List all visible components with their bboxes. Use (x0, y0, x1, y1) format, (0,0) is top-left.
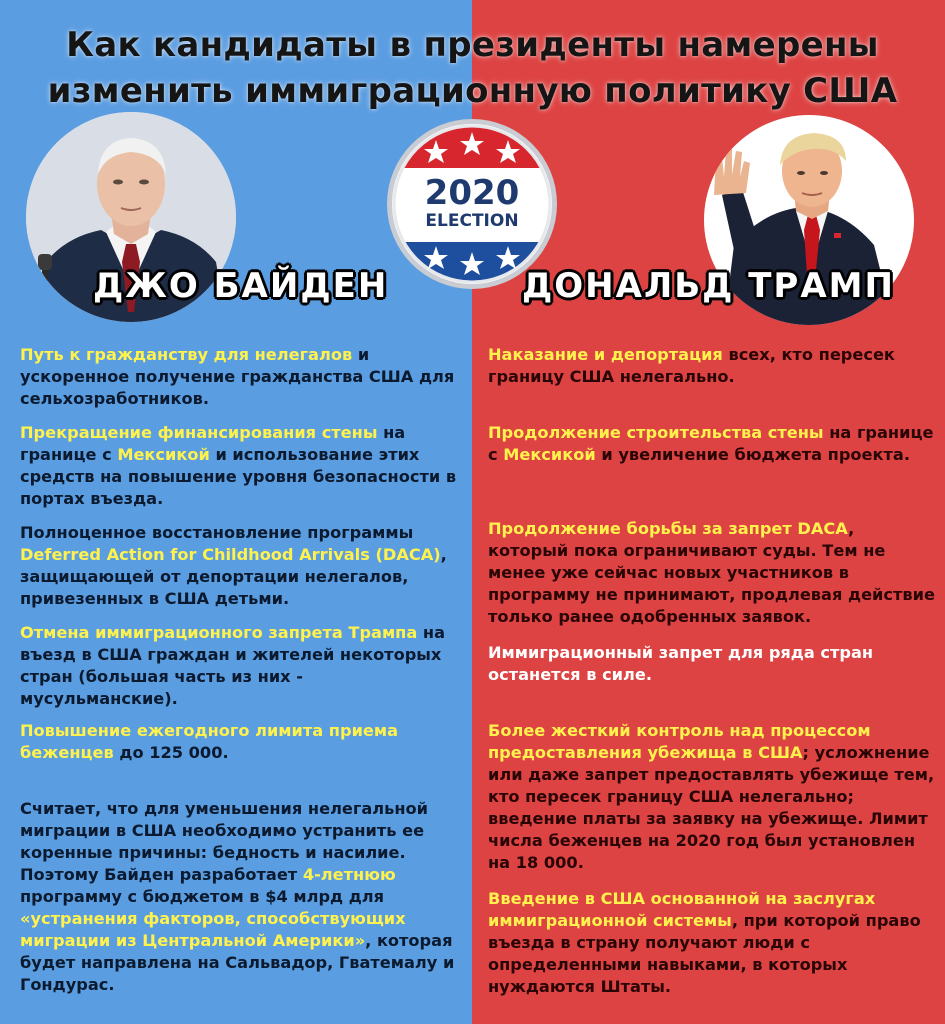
body-text: и ускоренное получение гражданства США для сельхозработников. (20, 345, 455, 408)
trump-point (488, 422, 938, 466)
trump-point (488, 888, 938, 998)
trump-name: ДОНАЛЬД ТРАМП (522, 266, 895, 306)
highlight-text: Deferred Action for Childhood Arrivals (DACA) (20, 545, 441, 564)
body-text: , которая будет направлена на Сальвадор, Гватемалу и Гондурас. (20, 931, 455, 994)
body-text: и использование этих средств на повышение уровня безопасности в портах въезда. (20, 445, 457, 508)
title-line-1: Как кандидаты в президенты намерены (66, 25, 879, 65)
highlight-text: Прекращение финансирования стены (20, 423, 378, 442)
body-text: Считает, что для уменьшения нелегальной миграции в США необходимо устранить ее коренные причины: бедность и насилие. Поэтому Байден разработает (20, 799, 429, 884)
highlight-text: Путь к гражданству для нелегалов (20, 345, 353, 364)
trump-point (488, 344, 938, 388)
body-text: Полноценное восстановление программы (20, 523, 414, 542)
highlight-text: Продолжение борьбы за запрет DACA (488, 519, 849, 538)
highlight-text: Наказание и депортация (488, 345, 723, 364)
body-text: всех, кто пересек границу США нелегально. (488, 345, 895, 386)
body-text: и увеличение бюджета проекта. (595, 445, 910, 464)
highlight-text: Более жесткий контроль над процессом предоставления убежища в США (488, 721, 871, 762)
page-title (0, 22, 945, 114)
body-text: программу с бюджетом в $4 млрд для (20, 887, 385, 906)
highlight-text: 4-летнюю (302, 865, 396, 884)
badge-label: ELECTION (425, 211, 519, 231)
badge-year: 2020 (424, 173, 520, 213)
body-text: на въезд в США граждан и жителей некоторых стран (большая часть из них - мусульманские). (20, 623, 446, 708)
body-text: ; усложнение или даже запрет предоставлять убежище тем, кто пересек границу США нелегально; введение платы за заявку на убежище. Лимит числа беженцев на 2020 год был установлен на 18 000. (488, 743, 935, 872)
biden-point (20, 798, 465, 996)
highlight-text: Мексикой (503, 445, 596, 464)
trump-point (488, 518, 938, 628)
body-text: , при которой право въезда в страну получают люди с определенными навыками, в которых нуждаются Штаты. (488, 911, 921, 996)
trump-point (488, 720, 938, 874)
body-text: , защищающей от депортации нелегалов, привезенных в США детьми. (20, 545, 447, 608)
body-text: на границе с (488, 423, 934, 464)
body-text: до 125 000. (113, 743, 229, 762)
biden-point (20, 522, 465, 610)
biden-point (20, 422, 465, 510)
highlight-text: Отмена иммиграционного запрета Трампа (20, 623, 418, 642)
biden-name: ДЖО БАЙДЕН (93, 266, 389, 306)
highlight-text: Введение в США основанной на заслугах иммиграционной системы (488, 889, 876, 930)
highlight-text: Иммиграционный запрет для ряда стран останется в силе. (488, 643, 874, 684)
biden-point (20, 344, 465, 410)
biden-point (20, 622, 465, 710)
biden-point (20, 720, 465, 764)
trump-point (488, 642, 938, 686)
body-text: на границе с (20, 423, 406, 464)
title-line-2: изменить иммиграционную политику США (47, 71, 898, 111)
highlight-text: Мексикой (117, 445, 210, 464)
highlight-text: Продолжение строительства стены (488, 423, 824, 442)
body-text: , который пока ограничивают суды. Тем не менее уже сейчас новых участников в программу не принимают, продлевая действие только ранее одобренных заявок. (488, 519, 935, 626)
highlight-text: «устранения факторов, способствующих миграции из Центральной Америки» (20, 909, 406, 950)
highlight-text: Повышение ежегодного лимита приема беженцев (20, 721, 399, 762)
